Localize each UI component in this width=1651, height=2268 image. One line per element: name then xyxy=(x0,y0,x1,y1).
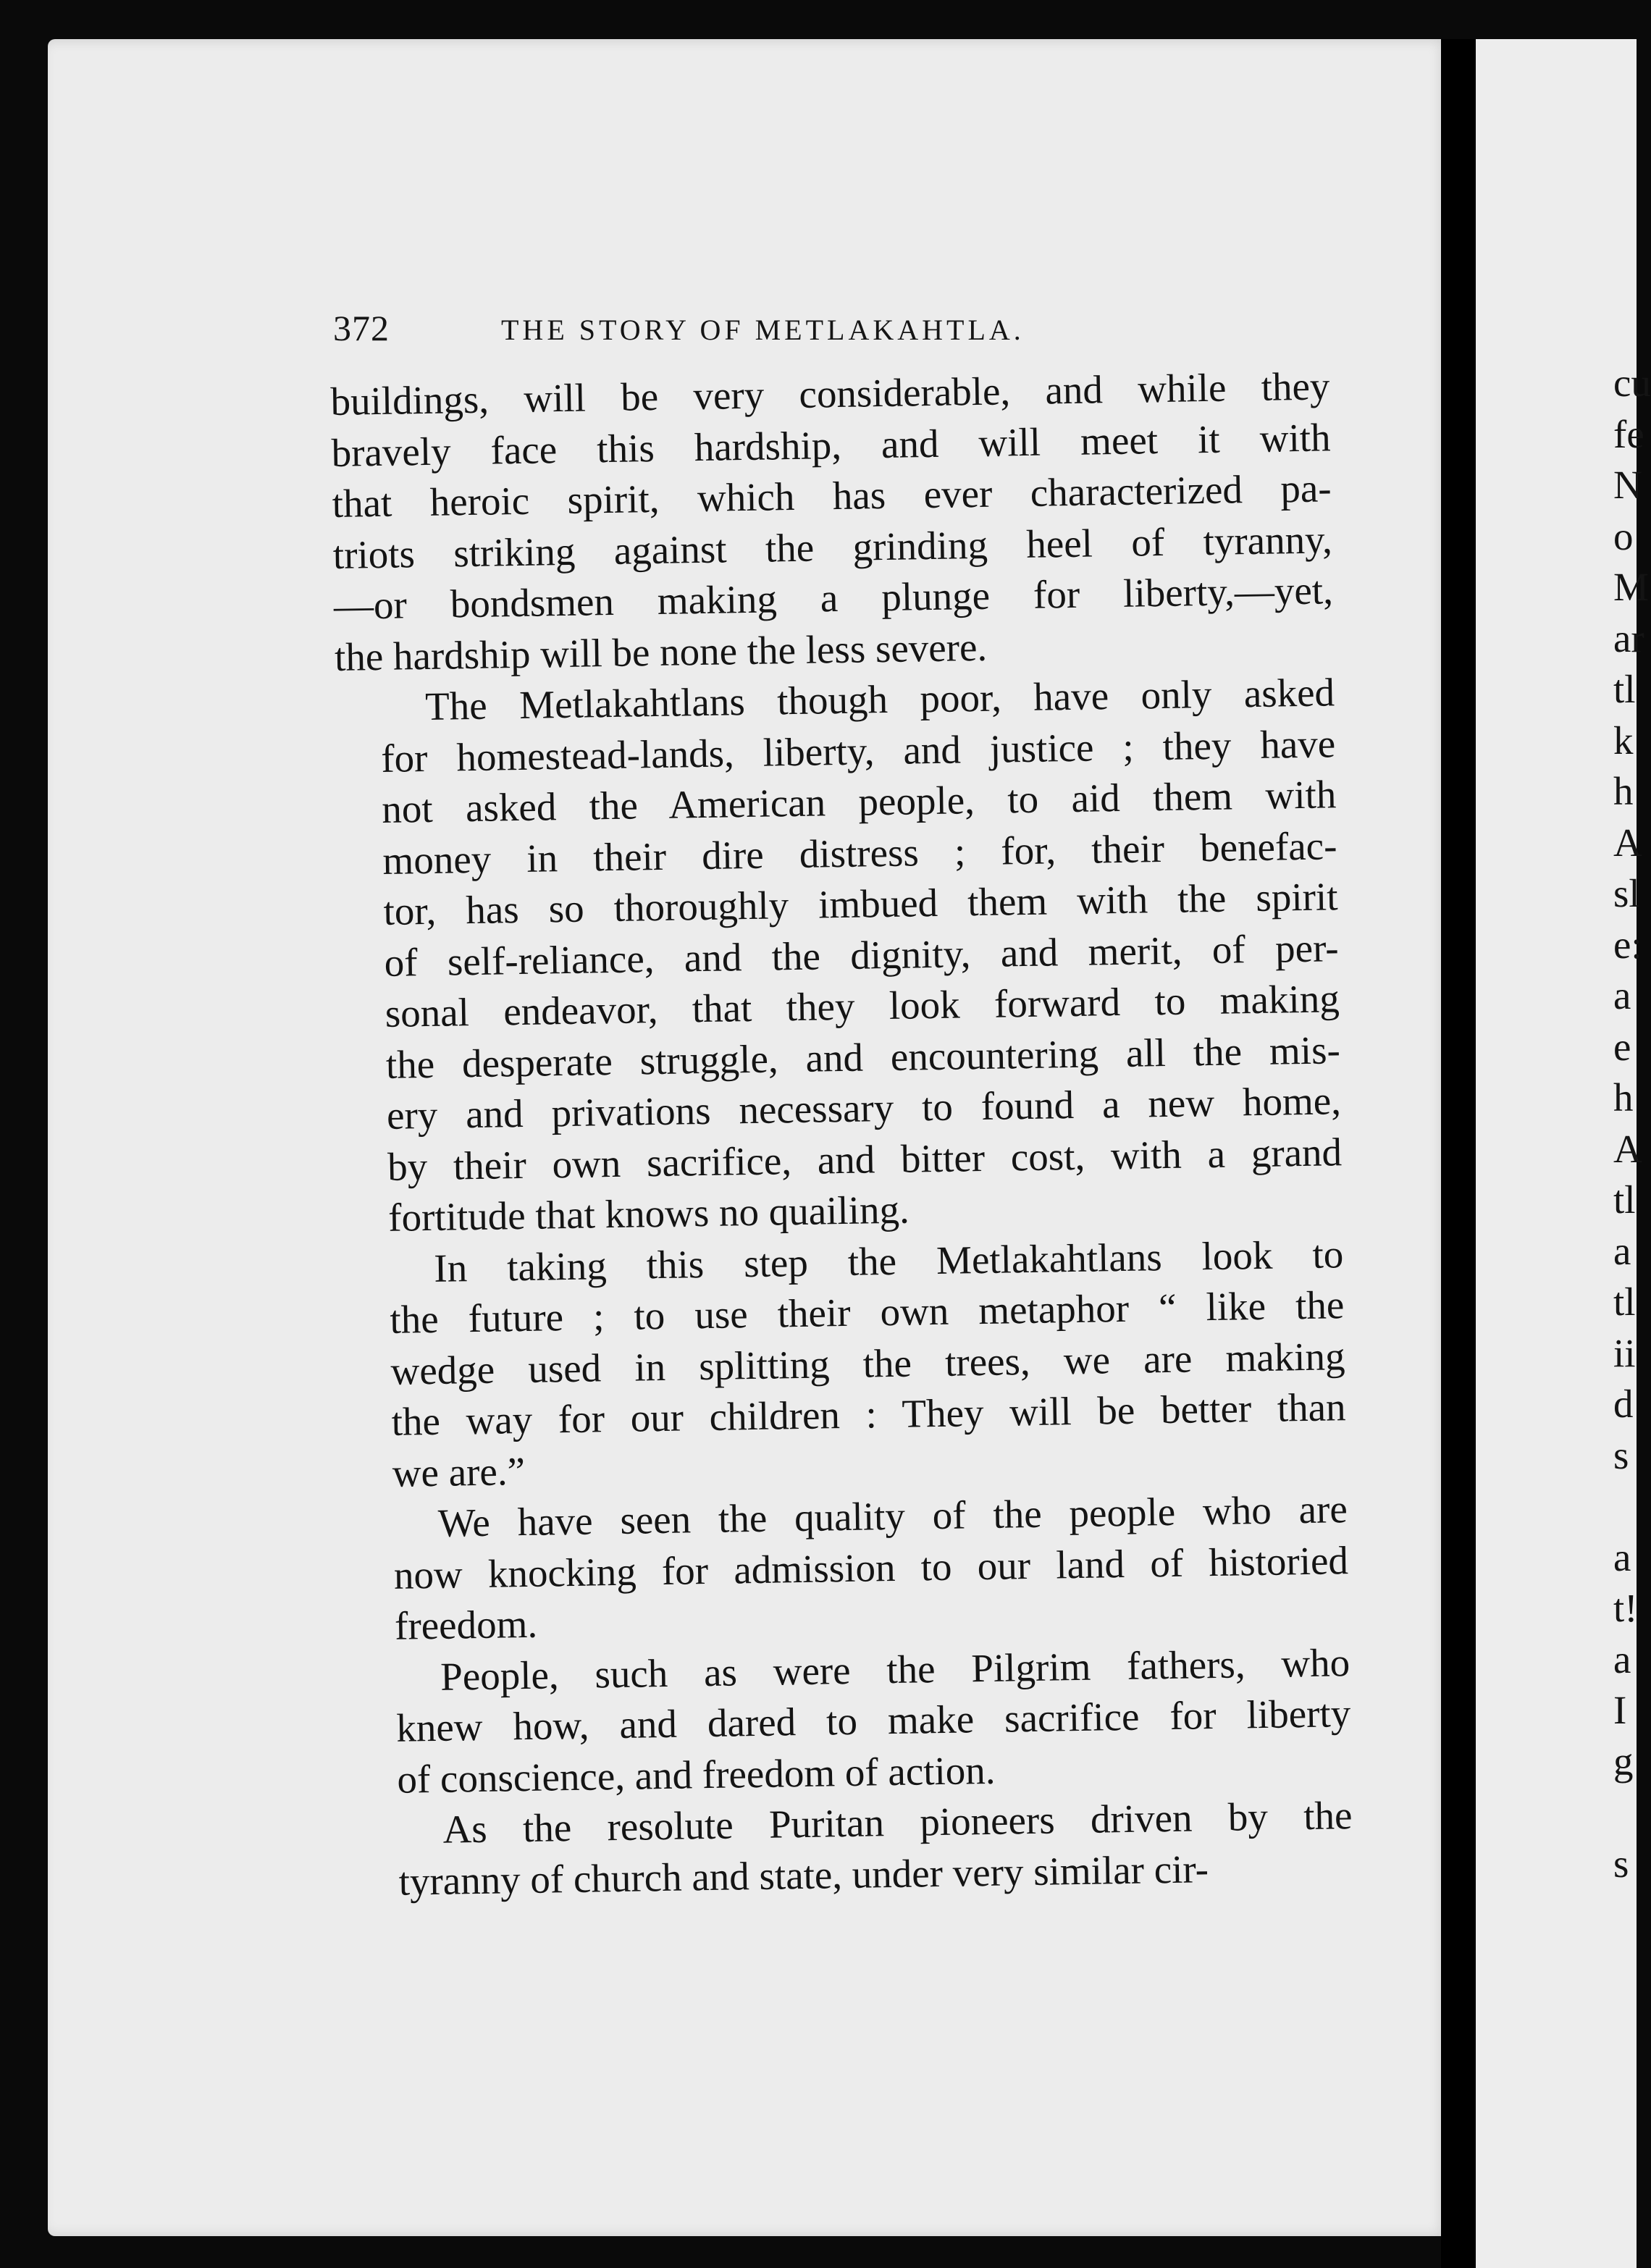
facing-page-fragment: a xyxy=(1613,973,1631,1017)
facing-page-fragment xyxy=(1613,1787,1651,1839)
text-line: that heroic spirit, which has ever characterized pa- xyxy=(332,466,1332,526)
facing-page-fragment: tl xyxy=(1613,667,1636,711)
right-book-page xyxy=(1476,39,1651,2268)
facing-page-text-fragments xyxy=(1613,358,1651,1889)
facing-page-fragment: A xyxy=(1613,820,1642,865)
facing-page-fragment: d xyxy=(1613,1382,1634,1426)
text-line: buildings, will be very considerable, and while they xyxy=(330,364,1330,424)
book-binding-gutter xyxy=(1441,39,1476,2268)
text-line: we are.” xyxy=(392,1448,526,1495)
text-line: —or bondsmen making a plunge for liberty,—yet, xyxy=(333,568,1334,628)
facing-page-fragment: s xyxy=(1613,1841,1629,1886)
body-text xyxy=(330,361,1353,1907)
facing-page-fragment: ii xyxy=(1613,1330,1636,1375)
text-line: of self-reliance, and the dignity, and merit, of per- xyxy=(384,925,1340,985)
facing-page-fragment: h xyxy=(1613,769,1634,813)
text-line: the future ; to use their own metaphor “ like the xyxy=(389,1282,1345,1342)
text-line: ery and privations necessary to found a new home, xyxy=(386,1078,1342,1138)
facing-page-fragment: g xyxy=(1613,1739,1634,1784)
page-number: 372 xyxy=(333,308,390,348)
facing-page-fragment: I xyxy=(1613,1688,1627,1732)
facing-page-fragment: tl xyxy=(1613,1280,1636,1324)
facing-page-fragment: a xyxy=(1613,1228,1631,1273)
facing-page-fragment: sl xyxy=(1613,871,1640,915)
facing-page-fragment: o xyxy=(1613,513,1634,558)
facing-page-fragment: a xyxy=(1613,1637,1631,1681)
text-line: tor, has so thoroughly imbued them with the spirit xyxy=(383,874,1338,933)
text-line: knew how, and dared to make sacrifice for liberty xyxy=(395,1691,1351,1750)
text-line: sonal endeavor, that they look forward to making xyxy=(385,976,1340,1036)
text-line: fortitude that knows no quailing. xyxy=(387,1187,910,1240)
facing-page-fragment: cu xyxy=(1613,361,1651,405)
facing-page-fragment: N xyxy=(1613,463,1642,507)
facing-page-fragment: e xyxy=(1613,1024,1631,1069)
facing-page-fragment: ar xyxy=(1613,616,1644,660)
facing-page-fragment xyxy=(1613,1481,1651,1532)
text-line: for homestead-lands, liberty, and justice ; they have xyxy=(380,721,1336,781)
facing-page-fragment: tl xyxy=(1613,1177,1636,1222)
facing-page-fragment: e: xyxy=(1613,922,1642,967)
text-line: now knocking for admission to our land of historied xyxy=(393,1537,1349,1597)
running-head: THE STORY OF METLAKAHTLA. xyxy=(501,314,1025,346)
paragraph xyxy=(344,1229,1347,1500)
text-line: not asked the American people, to aid them with xyxy=(381,772,1337,831)
text-line: In taking this step the Metlakahtlans look to xyxy=(433,1231,1344,1290)
page-header xyxy=(333,303,1173,353)
text-line: We have seen the quality of the people who are xyxy=(437,1487,1348,1545)
text-line: triots striking against the grinding heel of tyranny, xyxy=(332,516,1333,577)
facing-page-fragment: A xyxy=(1613,1126,1642,1171)
paragraph xyxy=(353,1790,1353,1908)
text-line: People, such as were the Pilgrim fathers, who xyxy=(440,1639,1350,1699)
facing-page-fragment: t! xyxy=(1613,1586,1638,1630)
text-line: tyranny of church and state, under very similar cir- xyxy=(398,1846,1209,1904)
facing-page-fragment: a xyxy=(1613,1534,1631,1579)
text-line: bravely face this hardship, and will meet it with xyxy=(331,414,1331,475)
text-line: freedom. xyxy=(394,1601,538,1648)
facing-page-fragment: fe xyxy=(1613,411,1644,456)
text-line: by their own sacrifice, and bitter cost, with a grand xyxy=(387,1129,1343,1189)
facing-page-fragment: k xyxy=(1613,718,1634,763)
paragraph xyxy=(330,361,1334,683)
text-line: of conscience, and freedom of action. xyxy=(396,1747,996,1802)
facing-page-fragment: s xyxy=(1613,1432,1629,1477)
text-line: the desperate struggle, and encountering all the mis- xyxy=(385,1027,1341,1087)
text-line: money in their dire distress ; for, their benefac- xyxy=(382,823,1337,883)
paragraph xyxy=(335,667,1343,1244)
text-line: the hardship will be none the less severe. xyxy=(334,624,988,679)
text-line: wedge used in splitting the trees, we are making xyxy=(390,1333,1345,1393)
paragraph xyxy=(350,1637,1352,1806)
paragraph xyxy=(348,1484,1349,1652)
text-line: The Metlakahtlans though poor, have only asked xyxy=(424,670,1335,728)
facing-page-fragment: h xyxy=(1613,1075,1634,1120)
text-line: As the resolute Puritan pioneers driven by the xyxy=(442,1793,1353,1852)
facing-page-fragment: M xyxy=(1613,565,1649,609)
text-line: the way for our children : They will be better than xyxy=(391,1385,1346,1444)
